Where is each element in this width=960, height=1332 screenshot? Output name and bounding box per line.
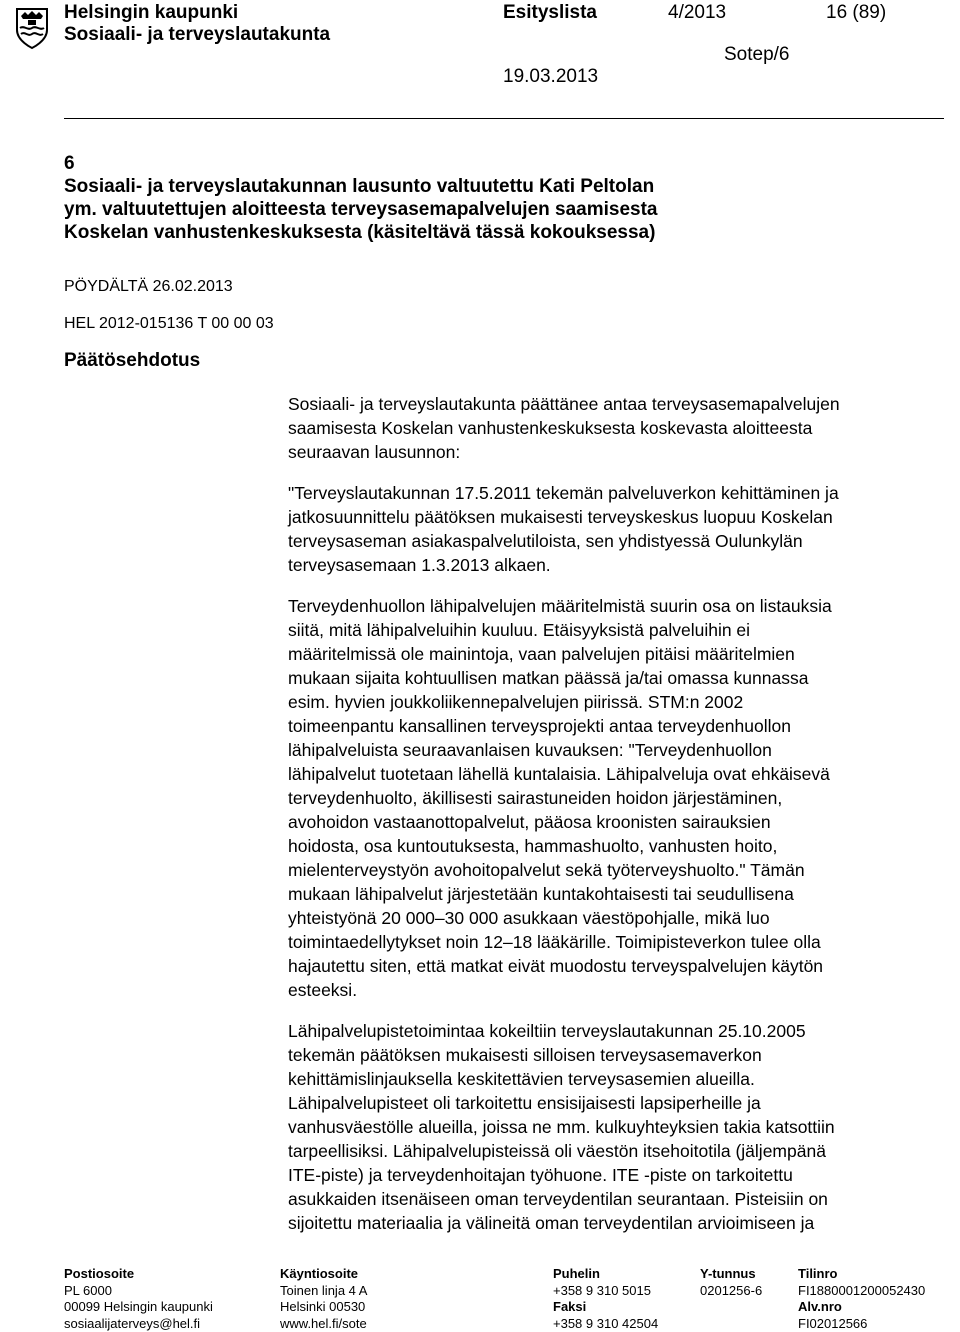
page-number: 16 (89) bbox=[826, 2, 887, 23]
footer-visiting-address: Käyntiosoite Toinen linja 4 A Helsinki 00530 www.hel.fi/sote bbox=[280, 1266, 368, 1331]
section-heading: Päätösehdotus bbox=[64, 350, 201, 371]
item-title-line: ym. valtuutettujen aloitteesta terveysasemapalvelujen saamisesta bbox=[64, 199, 658, 220]
paragraph: "Terveyslautakunnan 17.5.2011 tekemän palveluverkon kehittäminen ja jatkosuunnittelu päätöksen mukaisesti terveyskeskus luopuu Koskelan terveysaseman asiakaspalvelutiloista, sen yhdistyessä Oulunkylän terveysasemaan 1.3.2013 alkaen. bbox=[288, 483, 839, 575]
item-number: 6 bbox=[64, 153, 75, 174]
issue-number: 4/2013 bbox=[668, 2, 727, 23]
paragraph: Terveydenhuollon lähipalvelujen määritelmistä suurin osa on listauksia siitä, mitä lähipalveluihin kuuluu. Etäisyyksistä palveluihin ei määritelmissä ole mainintoja, vaan palvelujen pitäisi määritelmien mukaan sijaita kohtuullisen matkan päässä ja/tai omassa kunnassa esim. hyvien joukkoliikennepalvelujen piirissä. STM:n 2002 toimeenpantu kansallinen terveysprojekti antaa terveydenhuollon lähipalveluista seuraavanlaisen kuvauksen: "Terveydenhuollon lähipalvelut tuotetaan lähellä kuntalaisia. Lähipalveluja ovat ehkäisevä terveydenhuolto, äkillisesti sairastuneiden hoidon järjestäminen, avohoidon vastaanottopalvelut, pääosa kroonisten sairauksien hoidosta, osa kuntoutuksesta, hammashuolto, vanhusten hoito, mielenterveystyön avohoitopalvelut sekä työterveyshuolto." Tämän mukaan lähipalvelut järjestetään kuntakohtaisesti tai seudullisena yhteistyönä 20 000–30 000 asukkaan väestöpohjalle, mikä luo toimintaedellytykset noin 12–18 lääkärille. Toimipisteverkon tulee olla hajautettu siten, että matkat eivät muodostu terveyspalvelujen käytön esteeksi. bbox=[288, 596, 832, 1000]
department-name: Sosiaali- ja terveyslautakunta bbox=[64, 24, 331, 45]
paragraph: Lähipalvelupistetoimintaa kokeiltiin terveyslautakunnan 25.10.2005 tekemän päätöksen mukaisesti silloisen terveysasemaverkon kehittämislinjauksella keskitettävien terveysasemien alueilla. Lähipalvelupisteet oli tarkoitettu ensisijaisesti lapsiperheille ja vanhusväestölle alueilla, joissa ne mm. kulkuyhteyksien takia katsottiin tarpeellisiksi. Lähipalvelupisteissä oli väestön itsehoitotila (jäljempänä ITE-piste) ja terveydenhoitajan työhuone. ITE -piste on tarkoitettu asukkaiden itsenäiseen oman terveydentilan seurantaan. Pisteisiin on sijoitettu materiaalia ja välineitä oman terveydentilan arvioimiseen ja bbox=[288, 1021, 835, 1233]
helsinki-crest-icon bbox=[14, 6, 50, 50]
footer-website: www.hel.fi/sote bbox=[280, 1315, 367, 1331]
footer-business-id: Y-tunnus 0201256-6 bbox=[700, 1266, 763, 1298]
org-name: Helsingin kaupunki bbox=[64, 2, 239, 23]
section-code: Sotep/6 bbox=[724, 44, 790, 65]
meeting-date: 19.03.2013 bbox=[503, 66, 599, 87]
item-title-block bbox=[64, 152, 658, 244]
footer-postal-address: Postiosoite PL 6000 00099 Helsingin kaupunki sosiaalijaterveys@hel.fi bbox=[64, 1266, 213, 1331]
item-title-line: Koskelan vanhustenkeskuksesta (käsiteltävä tässä kokouksessa) bbox=[64, 222, 656, 243]
footer-account: Tilinro FI1880001200052430 Alv.nro FI02012566 bbox=[798, 1266, 926, 1331]
footer-phone: Puhelin +358 9 310 5015 Faksi +358 9 310 42504 bbox=[553, 1266, 659, 1331]
footer-email: sosiaalijaterveys@hel.fi bbox=[64, 1315, 201, 1331]
header-rule bbox=[64, 118, 944, 119]
item-title-line: Sosiaali- ja terveyslautakunnan lausunto valtuutettu Kati Peltolan bbox=[64, 176, 655, 197]
document-type: Esityslista bbox=[503, 2, 597, 23]
proposal-body bbox=[288, 392, 938, 1252]
reference-number: HEL 2012-015136 T 00 00 03 bbox=[64, 315, 274, 332]
paragraph: Sosiaali- ja terveyslautakunta päättänee antaa terveysasemapalvelujen saamisesta Koskelan vanhustenkeskuksesta koskevasta aloitteesta seuraavan lausunnon: bbox=[288, 394, 840, 462]
tabled-note: PÖYDÄLTÄ 26.02.2013 bbox=[64, 278, 233, 295]
